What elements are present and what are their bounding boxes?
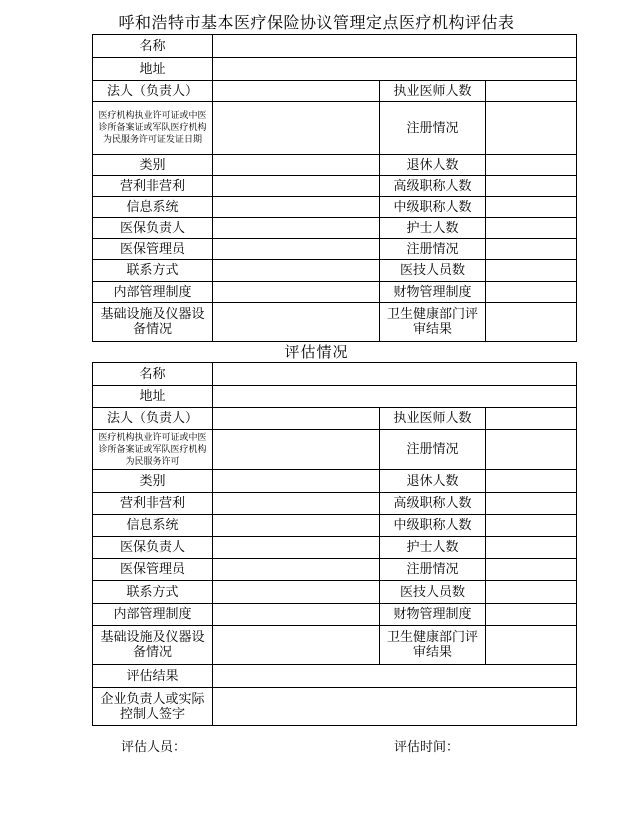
profit-type-value-cell[interactable] — [213, 493, 380, 515]
legal-person-label: 法人（负责人） — [93, 408, 213, 430]
contact-label: 联系方式 — [93, 260, 213, 282]
finance-management-value-cell[interactable] — [486, 282, 577, 303]
evaluation-result-label: 评估结果 — [93, 665, 213, 688]
retired-count-label: 退休人数 — [380, 470, 486, 493]
address-value-cell[interactable] — [213, 58, 577, 81]
info-system-label: 信息系统 — [93, 197, 213, 218]
category-value-cell[interactable] — [213, 155, 380, 176]
license-date-value-cell[interactable] — [213, 430, 380, 470]
nurse-count-label: 护士人数 — [380, 218, 486, 239]
senior-title-value-cell[interactable] — [486, 493, 577, 515]
signature-label: 企业负责人或实际控制人签字 — [93, 688, 213, 726]
senior-title-label: 高级职称人数 — [380, 493, 486, 515]
contact-value-cell[interactable] — [213, 260, 380, 282]
nurse-registration-value-cell[interactable] — [486, 559, 577, 581]
mid-title-label: 中级职称人数 — [380, 197, 486, 218]
nurse-registration-label: 注册情况 — [380, 559, 486, 581]
address-value-cell[interactable] — [213, 386, 577, 408]
registration-value-cell[interactable] — [486, 102, 577, 155]
insurance-admin-label: 医保管理员 — [93, 239, 213, 260]
insurance-admin-value-cell[interactable] — [213, 239, 380, 260]
finance-management-value-cell[interactable] — [486, 604, 577, 626]
technician-count-value-cell[interactable] — [486, 260, 577, 282]
internal-management-label: 内部管理制度 — [93, 604, 213, 626]
senior-title-label: 高级职称人数 — [380, 176, 486, 197]
mid-title-label: 中级职称人数 — [380, 515, 486, 537]
health-review-value-cell[interactable] — [486, 626, 577, 665]
licensed-physicians-label: 执业医师人数 — [380, 408, 486, 430]
section-title: 评估情况 — [284, 343, 349, 361]
name-label: 名称 — [93, 363, 213, 386]
legal-person-value-cell[interactable] — [213, 408, 380, 430]
profit-type-label: 营利非营利 — [93, 176, 213, 197]
technician-count-label: 医技人员数 — [380, 581, 486, 604]
health-review-label: 卫生健康部门评审结果 — [380, 626, 486, 665]
registration-label: 注册情况 — [380, 102, 486, 155]
profit-type-label: 营利非营利 — [93, 493, 213, 515]
insurance-admin-label: 医保管理员 — [93, 559, 213, 581]
insurance-head-label: 医保负责人 — [93, 218, 213, 239]
mid-title-value-cell[interactable] — [486, 197, 577, 218]
form-title: 呼和浩特市基本医疗保险协议管理定点医疗机构评估表 — [118, 13, 515, 32]
contact-label: 联系方式 — [93, 581, 213, 604]
evaluator-label: 评估人员： — [121, 740, 187, 755]
legal-person-value-cell[interactable] — [213, 81, 380, 102]
facilities-value-cell[interactable] — [213, 626, 380, 665]
registration-label: 注册情况 — [380, 430, 486, 470]
internal-management-value-cell[interactable] — [213, 604, 380, 626]
name-label: 名称 — [93, 35, 213, 58]
name-value-cell[interactable] — [213, 35, 577, 58]
licensed-physicians-label: 执业医师人数 — [380, 81, 486, 102]
name-value-cell[interactable] — [213, 363, 577, 386]
insurance-head-value-cell[interactable] — [213, 218, 380, 239]
evaluation-table — [92, 362, 577, 726]
info-system-value-cell[interactable] — [213, 197, 380, 218]
info-system-value-cell[interactable] — [213, 515, 380, 537]
evaluation-result-value-cell[interactable] — [213, 665, 577, 688]
retired-count-label: 退休人数 — [380, 155, 486, 176]
internal-management-label: 内部管理制度 — [93, 282, 213, 303]
license-date-label: 医疗机构执业许可证或中医诊所备案证或军队医疗机构为民服务许可 — [93, 430, 213, 470]
contact-value-cell[interactable] — [213, 581, 380, 604]
nurse-registration-label: 注册情况 — [380, 239, 486, 260]
registration-value-cell[interactable] — [486, 430, 577, 470]
technician-count-label: 医技人员数 — [380, 260, 486, 282]
health-review-value-cell[interactable] — [486, 303, 577, 342]
license-date-label: 医疗机构执业许可证或中医诊所备案证或军队医疗机构为民服务许可证发证日期 — [93, 102, 213, 155]
insurance-head-value-cell[interactable] — [213, 537, 380, 559]
nurse-count-value-cell[interactable] — [486, 218, 577, 239]
address-label: 地址 — [93, 58, 213, 81]
license-date-value-cell[interactable] — [213, 102, 380, 155]
licensed-physicians-value-cell[interactable] — [486, 81, 577, 102]
senior-title-value-cell[interactable] — [486, 176, 577, 197]
mid-title-value-cell[interactable] — [486, 515, 577, 537]
technician-count-value-cell[interactable] — [486, 581, 577, 604]
facilities-label: 基础设施及仪器设备情况 — [93, 626, 213, 665]
licensed-physicians-value-cell[interactable] — [486, 408, 577, 430]
category-label: 类别 — [93, 155, 213, 176]
health-review-label: 卫生健康部门评审结果 — [380, 303, 486, 342]
legal-person-label: 法人（负责人） — [93, 81, 213, 102]
evaluation-time-label: 评估时间： — [394, 740, 460, 755]
info-system-label: 信息系统 — [93, 515, 213, 537]
internal-management-value-cell[interactable] — [213, 282, 380, 303]
insurance-head-label: 医保负责人 — [93, 537, 213, 559]
nurse-registration-value-cell[interactable] — [486, 239, 577, 260]
info-table — [92, 34, 577, 342]
nurse-count-value-cell[interactable] — [486, 537, 577, 559]
signature-value-cell[interactable] — [213, 688, 577, 726]
address-label: 地址 — [93, 386, 213, 408]
finance-management-label: 财物管理制度 — [380, 604, 486, 626]
facilities-label: 基础设施及仪器设备情况 — [93, 303, 213, 342]
category-value-cell[interactable] — [213, 470, 380, 493]
retired-count-value-cell[interactable] — [486, 470, 577, 493]
facilities-value-cell[interactable] — [213, 303, 380, 342]
category-label: 类别 — [93, 470, 213, 493]
profit-type-value-cell[interactable] — [213, 176, 380, 197]
nurse-count-label: 护士人数 — [380, 537, 486, 559]
finance-management-label: 财物管理制度 — [380, 282, 486, 303]
insurance-admin-value-cell[interactable] — [213, 559, 380, 581]
retired-count-value-cell[interactable] — [486, 155, 577, 176]
